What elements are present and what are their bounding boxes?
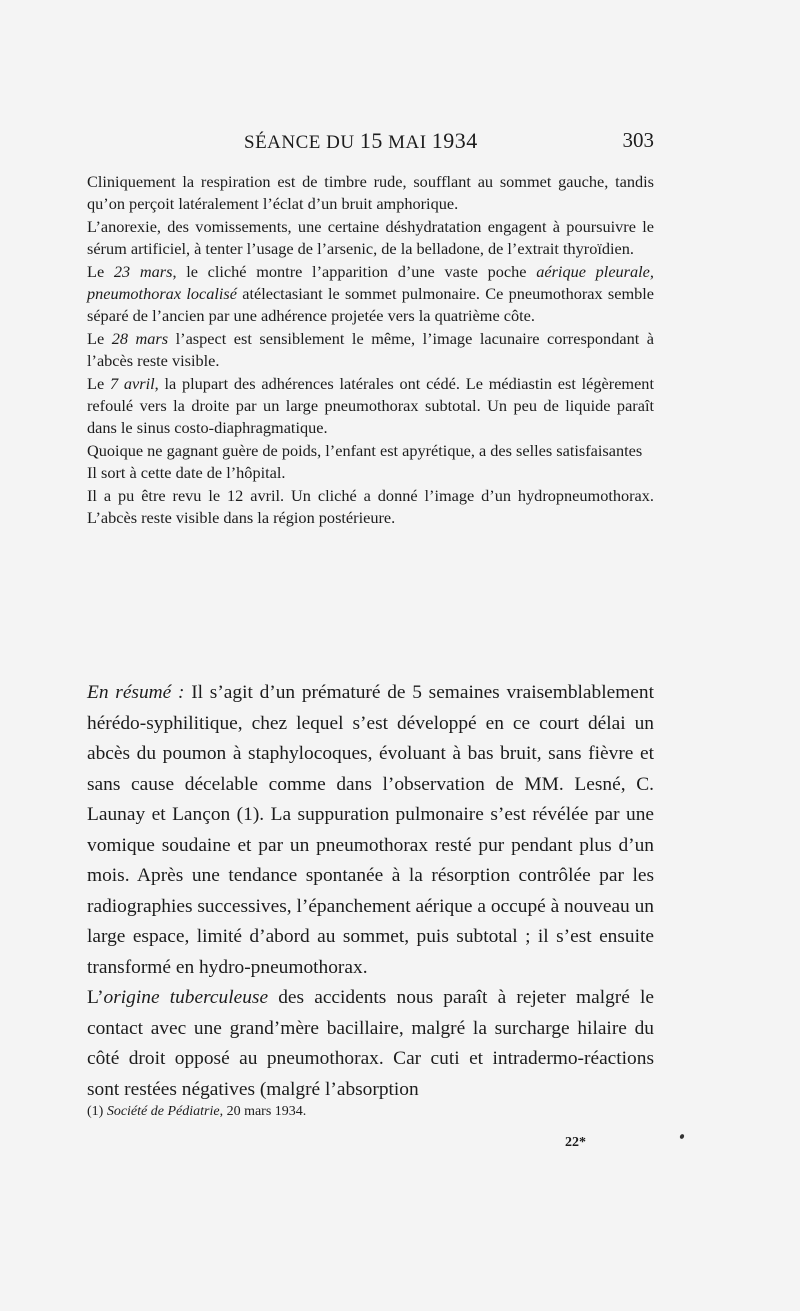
header-month: MAI [388, 132, 427, 153]
paragraph [87, 328, 654, 373]
ink-speck [679, 1133, 685, 1139]
header-day: 15 [359, 128, 383, 153]
paragraph: L’anorexie, des vomissements, une certaine déshydratation engagent à poursuivre le sérum artificiel, à tenter l’usage de l’arsenic, de la belladone, de l’extrait thyroïdien. [87, 216, 654, 259]
header-year: 1934 [431, 128, 478, 153]
text: atélectasiant le sommet pulmonaire. Ce pneumothorax semble séparé de l’ancien par une adhérence projetée vers la quatrième côte. [87, 284, 655, 326]
text: , le cliché montre l’apparition d’une vaste poche [172, 261, 537, 281]
paragraph [87, 261, 654, 328]
running-header [87, 128, 654, 162]
page-number: 303 [622, 128, 654, 152]
footnote-marker: (1) [87, 1104, 104, 1119]
footnote [87, 1104, 587, 1120]
text: Le [87, 373, 110, 393]
footnote-source: Société de Pédiatrie [106, 1104, 220, 1119]
paragraph [87, 983, 654, 1105]
text: , la plupart des adhérences latérales ont cédé. Le médiastin est légèrement refoulé vers la droite par un large pneumothorax subtotal. Un peu de liquide paraît dans le sinus costo-diaphragmatique. [87, 373, 654, 438]
date: 7 avril [109, 373, 155, 393]
emphasis: En résumé : [87, 682, 185, 703]
clinical-notes [87, 171, 654, 530]
text: des accidents nous paraît à rejeter malgré le contact avec une grand’mère bacillaire, malgré la surcharge hilaire du côté droit opposé au pneumothorax. Car cuti et intradermo-réactions sont restées négatives (malgré l’absorption [87, 987, 655, 1100]
header-title [244, 128, 478, 154]
paragraph: Il sort à cette date de l’hôpital. [87, 463, 286, 483]
text: Il s’agit d’un prématuré de 5 semaines vraisemblablement hérédo-syphilitique, chez lequel s’est développé en ce court délai un abcès du poumon à staphylocoques, évoluant à bas bruit, sans fièvre et sans cause décelable comme dans l’observation de MM. Lesné, C. Launay et Lançon (1). La suppuration pulmonaire s’est révélée par une vomique soudaine et par un pneumothorax resté pur pendant plus d’un mois. Après une tendance spontanée à la résorption contrôlée par les radiographies successives, l’épanchement aérique a occupé à nouveau un large espace, limité d’abord au sommet, puis subtotal ; il s’est ensuite transformé en hydro-pneumothorax. [87, 682, 654, 978]
emphasis: aérique pleurale, pneumothorax localisé [87, 261, 654, 304]
text: l’aspect est sensiblement le même, l’image lacunaire correspondant à l’abcès reste visible. [87, 328, 654, 371]
emphasis: origine tuberculeuse [103, 987, 269, 1008]
footnote-date: , 20 mars 1934. [219, 1104, 307, 1119]
paragraph [87, 373, 654, 440]
date: 28 mars [111, 328, 169, 348]
date: 23 mars [113, 261, 173, 281]
header-session: SÉANCE DU [244, 132, 355, 153]
text: Le [87, 261, 114, 281]
text: L’ [87, 987, 104, 1008]
paragraph: Cliniquement la respiration est de timbre rude, soufflant au sommet gauche, tandis qu’on perçoit latéralement l’éclat d’un bruit amphorique. [87, 172, 654, 214]
summary-section [87, 678, 654, 1105]
paragraph: Quoique ne gagnant guère de poids, l’enfant est apyrétique, a des selles satisfaisantes [87, 440, 643, 460]
sheet-number: 22* [565, 1135, 586, 1150]
paragraph: Il a pu être revu le 12 avril. Un cliché a donné l’image d’un hydropneumothorax. L’abcès reste visible dans la région postérieure. [87, 485, 654, 528]
text: Le [87, 328, 112, 348]
paragraph [87, 678, 654, 983]
